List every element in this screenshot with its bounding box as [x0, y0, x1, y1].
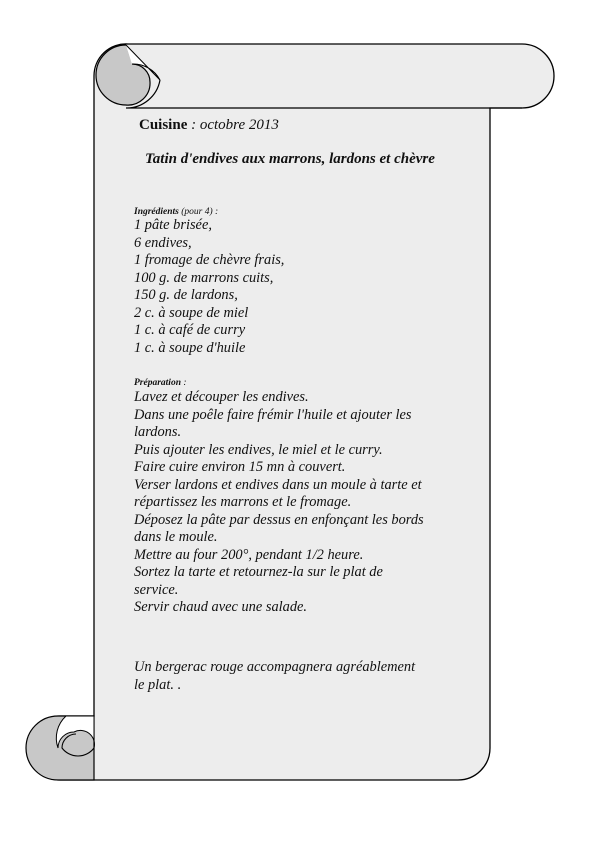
- preparation-line: Mettre au four 200°, pendant 1/2 heure.: [134, 546, 364, 563]
- closing-note: [134, 659, 415, 694]
- ingredient-line: 1 c. à café de curry: [134, 322, 246, 338]
- preparation-line: Verser lardons et endives dans un moule à tarte et: [134, 476, 422, 493]
- ingredient-line: 1 pâte brisée,: [134, 217, 212, 233]
- ingredient-line: 2 c. à soupe de miel: [134, 304, 249, 321]
- preparation-label: [134, 378, 187, 388]
- preparation-line: Dans une poêle faire frémir l'huile et ajouter les: [134, 406, 412, 423]
- heading-date: : octobre 2013: [191, 117, 279, 133]
- preparation-label-text: Préparation: [134, 378, 181, 388]
- preparation-line: Faire cuire environ 15 mn à couvert.: [134, 459, 346, 475]
- ingredient-line: 1 fromage de chèvre frais,: [134, 252, 285, 268]
- preparation-line: Servir chaud avec une salade.: [134, 599, 308, 615]
- preparation-list: [134, 389, 424, 617]
- preparation-line: répartissez les marrons et le fromage.: [134, 494, 352, 510]
- ingredient-line: 100 g. de marrons cuits,: [134, 269, 274, 286]
- preparation-line: lardons.: [134, 424, 182, 440]
- ingredient-line: 150 g. de lardons,: [134, 287, 238, 303]
- preparation-line: Lavez et découper les endives.: [134, 389, 309, 405]
- page-heading: [139, 117, 279, 134]
- recipe-title: Tatin d'endives aux marrons, lardons et chèvre: [145, 151, 435, 167]
- preparation-label-note: :: [183, 378, 187, 388]
- ingredient-line: 1 c. à soupe d'huile: [134, 339, 246, 356]
- preparation-line: Sortez la tarte et retournez-la sur le plat de: [134, 564, 383, 580]
- ingredients-label: [134, 207, 218, 217]
- ingredients-list: [134, 217, 284, 357]
- preparation-line: Puis ajouter les endives, le miel et le curry.: [134, 441, 383, 458]
- closing-line: Un bergerac rouge accompagnera agréablement: [134, 659, 416, 675]
- heading-category: Cuisine: [139, 117, 188, 133]
- preparation-line: service.: [134, 581, 179, 598]
- preparation-line: Déposez la pâte par dessus en enfonçant les bords: [134, 511, 424, 528]
- preparation-line: dans le moule.: [134, 529, 218, 545]
- ingredient-line: 6 endives,: [134, 234, 192, 251]
- ingredients-label-note: (pour 4) :: [181, 207, 219, 217]
- closing-line: le plat. .: [134, 676, 182, 693]
- ingredients-label-text: Ingrédients: [134, 207, 179, 217]
